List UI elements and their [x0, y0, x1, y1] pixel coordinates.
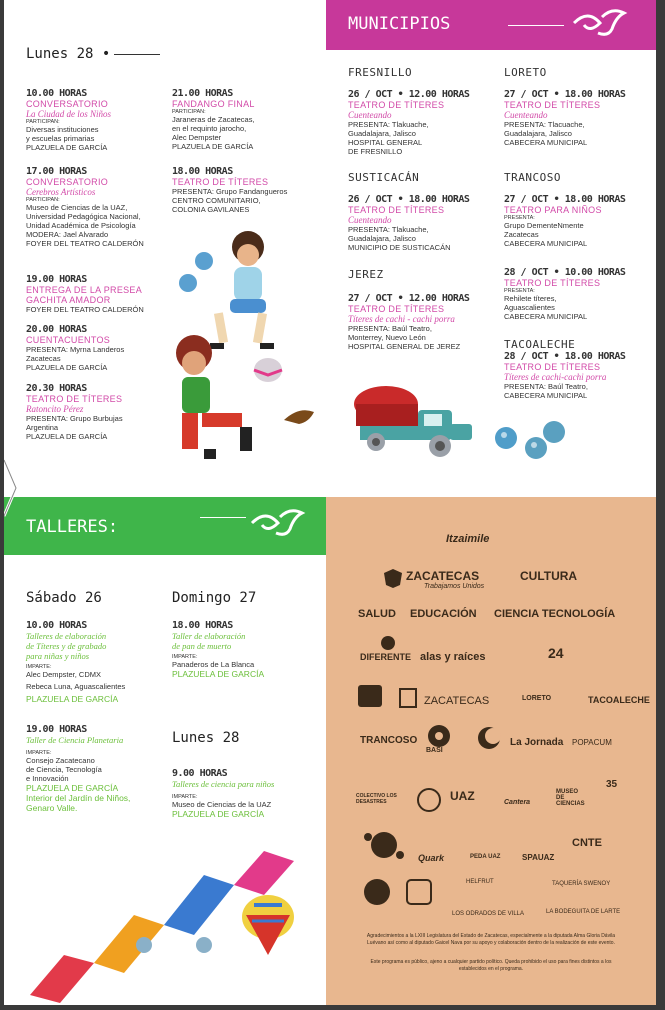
- taller-block: [172, 620, 322, 679]
- event-time: 10.00 HORAS: [26, 88, 87, 99]
- event-block: [26, 88, 171, 152]
- event-line: COLONIA GAVILANES: [172, 205, 250, 214]
- event-line: Argentina: [26, 423, 59, 432]
- event-line: Alec Dempster: [172, 133, 222, 142]
- day-heading-lunes-talleres: Lunes 28: [172, 730, 240, 746]
- logo-odrados: LOS ODRADOS DE VILLA: [452, 911, 525, 917]
- emblem-icon: [404, 877, 434, 907]
- banner-rule: [200, 517, 246, 518]
- event-line: PRESENTA: Myrna Landeros: [26, 345, 125, 354]
- taller-place: Interior del Jardín de Niños,: [26, 793, 131, 803]
- taller-place: PLAZUELA DE GARCÍA: [172, 669, 265, 679]
- municipio-line: PRESENTA: Tlakuache,: [348, 225, 429, 234]
- event-line: PRESENTA: Grupo Fandangueros: [172, 187, 288, 196]
- event-block: [26, 274, 176, 314]
- event-subtitle: Cerebros Artísticos: [26, 187, 96, 197]
- municipio-date: 27 / OCT • 18.00 HORAS: [504, 194, 626, 205]
- taller-line: Rebeca Luna, Aguascalientes: [26, 682, 126, 691]
- event-block: [172, 166, 322, 214]
- municipio-block: [504, 171, 654, 248]
- taller-place: PLAZUELA DE GARCÍA: [26, 694, 119, 704]
- municipio-line: DE FRESNILLO: [348, 147, 403, 156]
- municipio-line: CABECERA MUNICIPAL: [504, 138, 588, 147]
- event-block: [26, 324, 176, 372]
- event-subtitle: Ratoncito Pérez: [26, 404, 84, 414]
- disclaimer-text: Este programa es público, ajeno a cualquier partido político. Queda prohibido el uso para fines distintos a los establecidos en el programa.: [370, 959, 612, 972]
- logo-popacum: POPACUM: [572, 738, 612, 747]
- taller-place: Genaro Valle.: [26, 803, 78, 813]
- logo-alas-raices: alas y raíces: [420, 651, 486, 663]
- municipio-line: CABECERA MUNICIPAL: [504, 312, 588, 321]
- municipio-title: TEATRO DE TÍTERES: [348, 100, 445, 110]
- event-line: Museo de Ciencias de la UAZ,: [26, 203, 128, 212]
- logo-trancoso: TRANCOSO: [360, 735, 418, 746]
- logo-diferente: DIFERENTE: [360, 652, 412, 662]
- event-line: Universidad Pedagógica Nacional,: [26, 212, 141, 221]
- logo-basi: BASI: [426, 747, 443, 754]
- talleres-banner: [4, 497, 326, 555]
- taller-title: de Títeres y de grabado: [26, 641, 107, 651]
- logo-spauaz: SPAUAZ: [522, 853, 555, 862]
- municipio-subtitle: Cuenteando: [348, 215, 392, 225]
- logo-bodeguita: LA BODEGUITA DE LARTE: [546, 909, 621, 915]
- logo-colectivo: COLECTIVO LOS DESASTRES: [356, 793, 397, 805]
- sponsors-panel: [326, 497, 656, 1005]
- event-place: FOYER DEL TEATRO CALDERÓN: [26, 239, 144, 248]
- taller-place: PLAZUELA DE GARCÍA: [26, 783, 119, 793]
- event-line: Zacatecas: [26, 354, 61, 363]
- logo-zacatecas-tagline: Trabajamos Unidos: [424, 583, 485, 590]
- taller-title: Taller de Ciencia Planetaria: [26, 735, 124, 745]
- logo-zacatecas-2: ZACATECAS: [424, 695, 490, 707]
- event-place: PLAZUELA DE GARCÍA: [26, 432, 108, 441]
- municipio-line: PRESENTA:: [504, 288, 535, 294]
- event-line: CENTRO COMUNITARIO,: [172, 196, 261, 205]
- municipio-block: [504, 267, 654, 321]
- moon-icon: [476, 725, 502, 751]
- logo-tacoaleche: TACOALECHE: [588, 695, 650, 705]
- municipio-block: [504, 66, 654, 147]
- event-role: PARTICIPAN:: [26, 197, 60, 203]
- event-time: 21.00 HORAS: [172, 88, 233, 99]
- municipio-date: 28 / OCT • 10.00 HORAS: [504, 267, 626, 278]
- event-title: CONVERSATORIO: [26, 177, 109, 187]
- crest-icon: [398, 687, 418, 709]
- municipio-block: [348, 268, 498, 351]
- taller-title: Talleres de ciencia para niños: [172, 779, 275, 789]
- municipio-date: 26 / OCT • 12.00 HORAS: [348, 89, 470, 100]
- taller-line: e Innovación: [26, 774, 69, 783]
- taller-block: [26, 724, 171, 813]
- municipio-date: 27 / OCT • 12.00 HORAS: [348, 293, 470, 304]
- puppet-illustration: [164, 225, 324, 485]
- seal-icon: [416, 787, 442, 813]
- taller-line: Consejo Zacatecano: [26, 756, 95, 765]
- taller-line: Alec Dempster, CDMX: [26, 670, 102, 679]
- event-time: 19.00 HORAS: [26, 274, 87, 285]
- taller-line: de Ciencia, Tecnología: [26, 765, 102, 774]
- municipio-line: PRESENTA: Tlakuache,: [348, 120, 429, 129]
- logo-peda-uaz: PEDA UAZ: [470, 854, 501, 860]
- event-line: en el requinto jarocho,: [172, 124, 247, 133]
- toy-illustration: [24, 845, 324, 1005]
- event-role: PARTICIPAN:: [172, 109, 206, 115]
- event-role: PARTICIPAN:: [26, 119, 60, 125]
- municipio-line: Guadalajara, Jalisco: [348, 234, 416, 243]
- municipios-title: MUNICIPIOS: [348, 14, 451, 34]
- municipio-line: PRESENTA: Tlacuache,: [504, 120, 585, 129]
- logo-salud: SALUD: [358, 608, 396, 620]
- badge-icon: [356, 683, 384, 709]
- event-time: 17.00 HORAS: [26, 166, 87, 177]
- event-title: TEATRO DE TÍTERES: [172, 177, 269, 187]
- talleres-title: TALLERES:: [26, 517, 119, 537]
- event-line: Unidad Académica de Psicología: [26, 221, 136, 230]
- municipio-line: Guadalajara, Jalisco: [348, 129, 416, 138]
- taller-title: de pan de muerto: [172, 641, 232, 651]
- taller-role: IMPARTE:: [172, 794, 198, 800]
- municipio-line: Grupo DementeNmente: [504, 221, 584, 230]
- logo-quark: Quark: [418, 853, 445, 863]
- event-title: CONVERSATORIO: [26, 99, 109, 109]
- municipio-subtitle: Títeres de cachi-cachi porra: [504, 372, 607, 382]
- municipio-line: Monterrey, Nuevo León: [348, 333, 426, 342]
- festival-logo: Itzaimile: [446, 533, 490, 545]
- logo-35: 35: [606, 779, 618, 790]
- event-title: CUENTACUENTOS: [26, 335, 111, 345]
- event-line: MODERA: Jael Alvarado: [26, 230, 109, 239]
- taller-line: Panaderos de La Blanca: [172, 660, 255, 669]
- logo-museo-ciencias: MUSEO DE CIENCIAS: [556, 789, 585, 807]
- municipio-title: TEATRO DE TÍTERES: [504, 100, 601, 110]
- logo-cnte: CNTE: [572, 837, 602, 849]
- municipio-date: 27 / OCT • 18.00 HORAS: [504, 89, 626, 100]
- logo-cantera: Cantera: [504, 799, 531, 806]
- day-heading-domingo: Domingo 27: [172, 590, 257, 606]
- marbles-illustration: [492, 420, 572, 464]
- municipio-name: FRESNILLO: [348, 66, 413, 79]
- emblem-icon: [362, 877, 392, 907]
- logo-taqueria: TAQUERÍA SWENOY: [552, 881, 611, 887]
- municipio-name: LORETO: [504, 66, 547, 79]
- municipio-name: TRANCOSO: [504, 171, 561, 184]
- shield-icon: [382, 567, 404, 589]
- municipio-subtitle: Cuenteando: [504, 110, 548, 120]
- municipios-banner: [326, 0, 656, 50]
- event-block: [26, 383, 176, 441]
- taller-block: [172, 768, 322, 819]
- event-place: FOYER DEL TEATRO CALDERÓN: [26, 305, 144, 314]
- municipio-line: CABECERA MUNICIPAL: [504, 239, 588, 248]
- chevron-right-icon[interactable]: [4, 456, 20, 520]
- municipio-title: TEATRO PARA NIÑOS: [504, 205, 602, 215]
- logo-24: 24: [548, 645, 564, 661]
- municipio-block: [504, 338, 654, 400]
- municipio-line: PRESENTA: Baúl Teatro,: [504, 382, 588, 391]
- municipio-subtitle: Títeres de cachi - cachi porra: [348, 314, 455, 324]
- event-place: PLAZUELA DE GARCÍA: [172, 142, 254, 151]
- municipio-block: [348, 171, 498, 252]
- municipio-title: TEATRO DE TÍTERES: [348, 205, 445, 215]
- municipio-date: 28 / OCT • 18.00 HORAS: [504, 351, 626, 362]
- municipio-line: Guadalajara, Jalisco: [504, 129, 572, 138]
- disc-icon: [426, 723, 452, 749]
- day-heading-lunes: Lunes 28 •: [26, 46, 160, 62]
- taller-role: IMPARTE:: [26, 664, 52, 670]
- event-time: 20.00 HORAS: [26, 324, 87, 335]
- swirl-ornament-icon: [248, 505, 308, 541]
- flyer-page: [4, 0, 656, 1005]
- municipio-line: Zacatecas: [504, 230, 539, 239]
- event-title: TEATRO DE TÍTERES: [26, 394, 123, 404]
- municipio-line: HOSPITAL GENERAL: [348, 138, 423, 147]
- event-title: ENTREGA DE LA PRESEA: [26, 285, 143, 295]
- municipio-line: PRESENTA:: [504, 215, 535, 221]
- logo-ciencia: CIENCIA TECNOLOGÍA: [494, 608, 616, 620]
- municipio-title: TEATRO DE TÍTERES: [504, 278, 601, 288]
- taller-title: para niñas y niños: [26, 651, 90, 661]
- banner-rule: [508, 25, 564, 26]
- municipio-title: TEATRO DE TÍTERES: [504, 362, 601, 372]
- event-line: Jaraneras de Zacatecas,: [172, 115, 255, 124]
- splatter-icon: [362, 827, 406, 863]
- truck-illustration: [350, 380, 480, 472]
- municipio-name: TACOALECHE: [504, 338, 576, 351]
- event-subtitle: GACHITA AMADOR: [26, 295, 111, 305]
- municipio-date: 26 / OCT • 18.00 HORAS: [348, 194, 470, 205]
- event-block: [172, 88, 322, 151]
- event-line: Diversas instituciones: [26, 125, 99, 134]
- event-line: PRESENTA: Grupo Burbujas: [26, 414, 123, 423]
- municipio-line: HOSPITAL GENERAL DE JEREZ: [348, 342, 461, 351]
- municipio-block: [348, 66, 498, 156]
- logo-helfrut: HELFRUT: [466, 879, 494, 885]
- taller-title: Talleres de elaboración: [26, 631, 107, 641]
- logo-uaz: UAZ: [450, 789, 475, 803]
- taller-title: Taller de elaboración: [172, 631, 246, 641]
- event-subtitle: La Ciudad de los Niños: [26, 109, 112, 119]
- event-place: PLAZUELA DE GARCÍA: [26, 363, 108, 372]
- heart-icon: [358, 635, 418, 651]
- taller-block: [26, 620, 171, 704]
- logo-la-jornada: La Jornada: [510, 737, 564, 748]
- day-heading-sabado: Sábado 26: [26, 590, 102, 606]
- taller-line: Museo de Ciencias de la UAZ: [172, 800, 272, 809]
- municipio-line: CABECERA MUNICIPAL: [504, 391, 588, 400]
- taller-place: PLAZUELA DE GARCÍA: [172, 809, 265, 819]
- event-place: PLAZUELA DE GARCÍA: [26, 143, 108, 152]
- logo-educacion: EDUCACIÓN: [410, 608, 477, 620]
- taller-time: 10.00 HORAS: [26, 620, 87, 631]
- event-block: [26, 166, 176, 248]
- municipio-title: TEATRO DE TÍTERES: [348, 304, 445, 314]
- event-time: 20.30 HORAS: [26, 383, 87, 394]
- taller-role: IMPARTE:: [26, 750, 52, 756]
- municipio-line: Rehilete títeres,: [504, 294, 557, 303]
- logo-cultura: CULTURA: [520, 569, 578, 583]
- municipio-subtitle: Cuenteando: [348, 110, 392, 120]
- taller-time: 19.00 HORAS: [26, 724, 87, 735]
- event-title: FANDANGO FINAL: [172, 99, 255, 109]
- taller-time: 9.00 HORAS: [172, 768, 228, 779]
- municipio-line: Aguascalientes: [504, 303, 555, 312]
- taller-role: IMPARTE:: [172, 654, 198, 660]
- municipio-line: PRESENTA: Baúl Teatro,: [348, 324, 432, 333]
- taller-time: 18.00 HORAS: [172, 620, 233, 631]
- event-time: 18.00 HORAS: [172, 166, 233, 177]
- logo-zacatecas: ZACATECAS: [406, 569, 480, 583]
- municipio-name: JEREZ: [348, 268, 384, 281]
- logo-loreto: LORETO: [522, 695, 552, 702]
- municipio-name: SUSTICACÁN: [348, 171, 420, 184]
- event-line: y escuelas primarias: [26, 134, 95, 143]
- municipio-line: MUNICIPIO DE SUSTICACÁN: [348, 243, 451, 252]
- acknowledgements-text: Agradecimientos a la LXIII Legislatura del Estado de Zacatecas, especialmente a la diputada Alma Gloria Dávila Luévano así como al diputado Gaicel Nava por su apoyo y colaboración dentro de la realización de este evento.: [366, 933, 616, 946]
- swirl-ornament-icon: [570, 5, 630, 41]
